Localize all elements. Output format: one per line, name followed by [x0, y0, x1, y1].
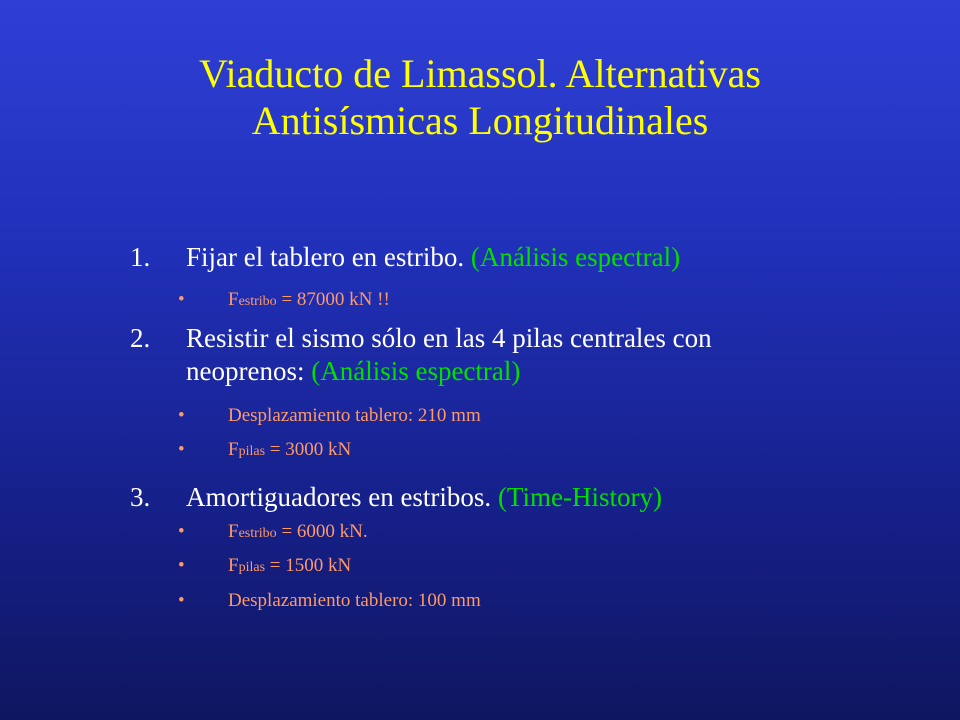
item-note: (Análisis espectral) — [470, 242, 681, 272]
bullet-icon: • — [178, 521, 185, 542]
item-note: (Análisis espectral) — [311, 356, 521, 386]
bullet-icon: • — [178, 405, 185, 426]
sub-item-text: Fpilas = 1500 kN — [228, 555, 352, 576]
sub-item-text: Festribo = 87000 kN !! — [228, 289, 390, 310]
subscript-label: estribo — [238, 294, 277, 309]
bullet-icon: • — [178, 555, 185, 576]
item-main-text: Fijar el tablero en estribo. — [186, 242, 465, 272]
item-number: 1. — [130, 242, 151, 272]
item-text — [186, 241, 866, 274]
subscript-label: pilas — [238, 444, 266, 459]
item-number: 2. — [130, 323, 151, 353]
item-number: 3. — [130, 482, 151, 512]
item-text — [186, 322, 866, 388]
item-main-text: Amortiguadores en estribos. — [186, 482, 492, 512]
slide-title-line-2: Antisísmicas Longitudinales — [251, 98, 709, 143]
bullet-icon: • — [178, 439, 185, 460]
subscript-label: pilas — [238, 560, 266, 575]
item-text — [186, 481, 866, 514]
subscript-label: estribo — [238, 526, 277, 541]
item-note: (Time-History) — [497, 482, 662, 512]
sub-item-text: Desplazamiento tablero: 210 mm — [228, 405, 481, 426]
sub-item-text: Festribo = 6000 kN. — [228, 521, 368, 542]
item-main-text-line-1: Resistir el sismo sólo en las 4 pilas centrales con — [186, 323, 712, 353]
sub-item-text: Fpilas = 3000 kN — [228, 439, 352, 460]
bullet-icon: • — [178, 590, 185, 611]
sub-item-text: Desplazamiento tablero: 100 mm — [228, 590, 481, 611]
bullet-icon: • — [178, 289, 185, 310]
item-main-text-line-2: neoprenos: — [186, 356, 305, 386]
slide-title-line-1: Viaducto de Limassol. Alternativas — [199, 51, 761, 96]
